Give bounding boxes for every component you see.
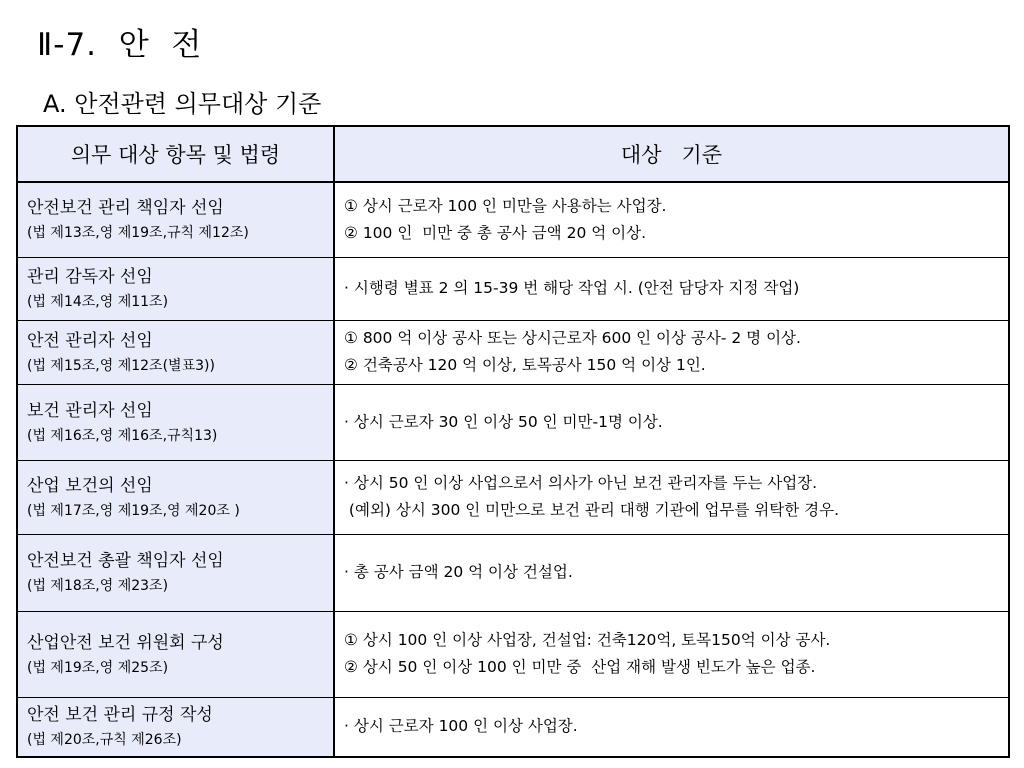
criteria-line: ② 상시 50 인 이상 100 인 미만 중 산업 재해 발생 빈도가 높은 업종. bbox=[344, 658, 816, 676]
table-row bbox=[17, 460, 1009, 534]
item-name: 산업 보건의 선임 bbox=[27, 475, 153, 496]
item-cell bbox=[17, 697, 334, 757]
criteria-cell bbox=[334, 534, 1009, 611]
criteria-cell bbox=[334, 257, 1009, 320]
criteria-cell bbox=[334, 182, 1009, 257]
criteria-line: ① 상시 100 인 이상 사업장, 건설업: 건축120억, 토목150억 이상 공사. bbox=[344, 631, 831, 649]
item-name: 안전 관리자 선임 bbox=[27, 330, 153, 351]
criteria-line: · 총 공사 금액 20 억 이상 건설업. bbox=[344, 563, 573, 581]
criteria-line: · 상시 근로자 30 인 이상 50 인 미만-1명 이상. bbox=[344, 412, 663, 431]
item-law: (법 제14조,영 제11조) bbox=[27, 294, 169, 310]
item-name: 보건 관리자 선임 bbox=[27, 400, 153, 421]
column-header-item: 의무 대상 항목 및 법령 bbox=[17, 126, 334, 182]
item-cell bbox=[17, 611, 334, 697]
item-law: (법 제18조,영 제23조) bbox=[27, 578, 169, 594]
table-row bbox=[17, 534, 1009, 611]
item-law: (법 제13조,영 제19조,규칙 제12조) bbox=[27, 225, 249, 242]
item-name: 안전 보건 관리 규정 작성 bbox=[27, 705, 213, 726]
item-cell bbox=[17, 257, 334, 320]
table-row bbox=[17, 320, 1009, 384]
table-header-row bbox=[17, 126, 1009, 182]
criteria-line: · 상시 근로자 100 인 이상 사업장. bbox=[344, 717, 578, 736]
table-row bbox=[17, 697, 1009, 757]
criteria-table bbox=[16, 125, 1010, 758]
criteria-line: ② 100 인 미만 중 총 공사 금액 20 억 이상. bbox=[344, 223, 647, 242]
item-cell bbox=[17, 384, 334, 460]
item-cell bbox=[17, 534, 334, 611]
criteria-line: ② 건축공사 120 억 이상, 토목공사 150 억 이상 1인. bbox=[344, 356, 706, 374]
criteria-cell bbox=[334, 384, 1009, 460]
criteria-line: · 시행령 별표 2 의 15-39 번 해당 작업 시. (안전 담당자 지정 작업) bbox=[344, 279, 800, 297]
table-row bbox=[17, 257, 1009, 320]
column-header-criteria: 대상 기준 bbox=[334, 126, 1009, 182]
criteria-line: ① 상시 근로자 100 인 미만을 사용하는 사업장. bbox=[344, 196, 667, 215]
table-row bbox=[17, 611, 1009, 697]
item-law: (법 제19조,영 제25조) bbox=[27, 659, 169, 676]
item-name: 관리 감독자 선임 bbox=[27, 267, 153, 287]
table-row bbox=[17, 182, 1009, 257]
item-law: (법 제17조,영 제19조,영 제20조 ) bbox=[27, 502, 240, 519]
item-law: (법 제15조,영 제12조(별표3)) bbox=[27, 357, 215, 374]
criteria-line: (예외) 상시 300 인 미만으로 보건 관리 대행 기관에 업무를 위탁한 경우. bbox=[344, 501, 840, 519]
item-cell bbox=[17, 320, 334, 384]
criteria-cell bbox=[334, 697, 1009, 757]
item-cell bbox=[17, 182, 334, 257]
criteria-cell bbox=[334, 611, 1009, 697]
item-name: 안전보건 관리 책임자 선임 bbox=[27, 198, 224, 219]
item-cell bbox=[17, 460, 334, 534]
criteria-table-container bbox=[16, 125, 1008, 754]
page-title: Ⅱ-7. 안 전 bbox=[37, 27, 203, 63]
item-name: 산업안전 보건 위원회 구성 bbox=[27, 632, 224, 653]
criteria-line: ① 800 억 이상 공사 또는 상시근로자 600 인 이상 공사- 2 명 이상. bbox=[344, 329, 801, 347]
criteria-cell bbox=[334, 320, 1009, 384]
criteria-cell bbox=[334, 460, 1009, 534]
item-law: (법 제16조,영 제16조,규칙13) bbox=[27, 427, 218, 444]
table-row bbox=[17, 384, 1009, 460]
section-title: A. 안전관련 의무대상 기준 bbox=[43, 90, 322, 118]
item-law: (법 제20조,규칙 제26조) bbox=[27, 732, 182, 749]
criteria-line: · 상시 50 인 이상 사업으로서 의사가 아닌 보건 관리자를 두는 사업장. bbox=[344, 474, 818, 492]
item-name: 안전보건 총괄 책임자 선임 bbox=[27, 551, 224, 571]
